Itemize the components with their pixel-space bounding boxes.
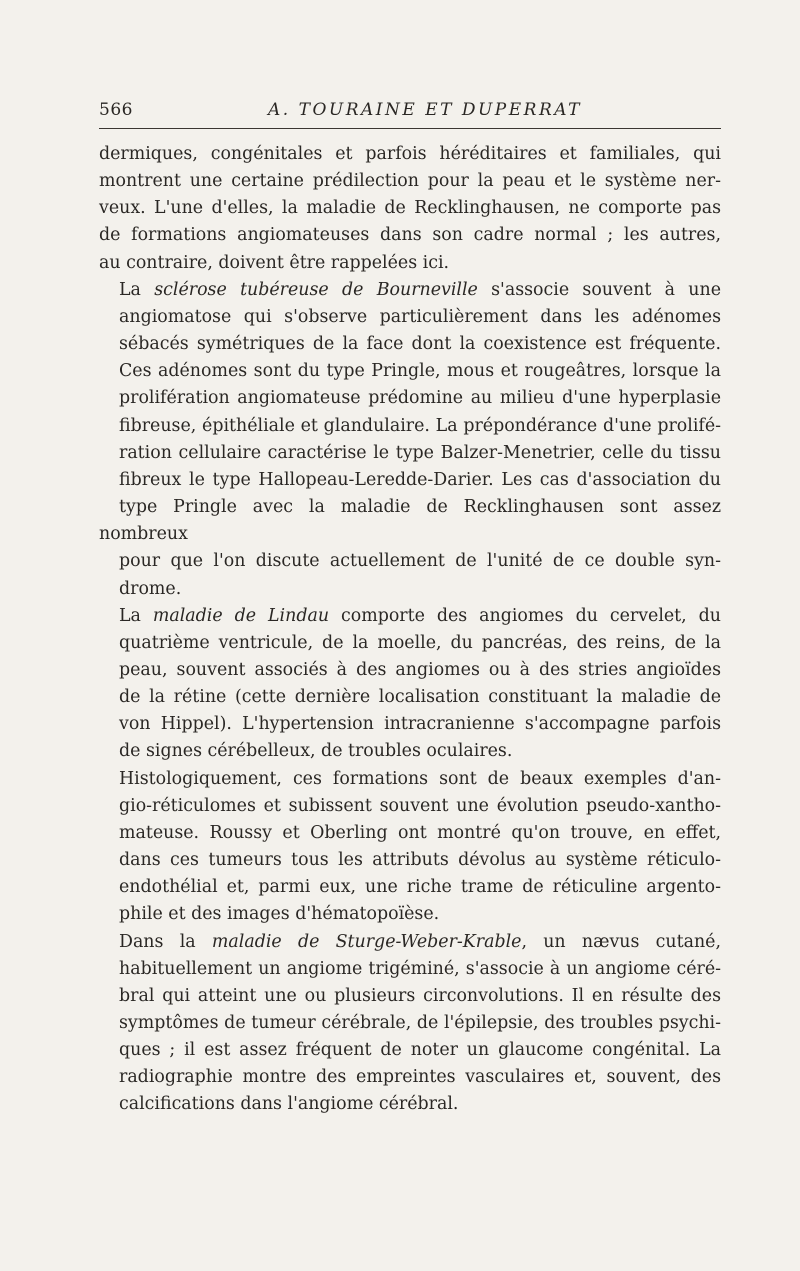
text-line: calcifications dans l'angiome cérébral. [119, 1094, 459, 1115]
text-line: peau, souvent associés à des angiomes ou à des stries angioïdes [119, 659, 721, 680]
paragraph-lindau [99, 603, 721, 766]
text-line: dermiques, congénitales et parfois héréditaires et familiales, qui [99, 144, 721, 164]
text-line: von Hippel). L'hypertension intracranienne s'accompagne parfois [119, 714, 721, 735]
page-header [99, 100, 721, 129]
page-number: 566 [99, 100, 133, 120]
text-line: de la rétine (cette dernière localisation constituant la maladie de [119, 687, 721, 708]
text-line: type Pringle avec la maladie de Recklinghausen sont assez nombreux [99, 497, 721, 545]
text-line: phile et des images d'hématopoïèse. [119, 904, 440, 925]
text-line: pour que l'on discute actuellement de l'unité de ce double syn- [119, 551, 721, 572]
paragraph-1 [99, 141, 721, 277]
text-line: au contraire, doivent être rappelées ici. [99, 252, 450, 273]
text-run: La [119, 279, 155, 300]
text-run: comporte des angiomes du cervelet, du [329, 605, 721, 626]
text-line: quatrième ventricule, de la moelle, du pancréas, des reins, de la [119, 632, 721, 653]
text-line: symptômes de tumeur cérébrale, de l'épilepsie, des troubles psychi- [119, 1013, 721, 1033]
text-line [99, 603, 721, 630]
text-line [99, 277, 721, 304]
text-line: sébacés symétriques de la face dont la coexistence est fréquente. [119, 334, 721, 355]
text-run: , un nævus cutané, [521, 931, 721, 952]
text-line: ration cellulaire caractérise le type Balzer-Menetrier, celle du tissu [119, 442, 721, 463]
text-run: s'associe souvent à une [477, 279, 722, 300]
term-sclerose-tubereuse: sclérose tubéreuse de Bourneville [154, 279, 478, 300]
text-line: de formations angiomateuses dans son cadre normal ; les autres, [99, 225, 721, 246]
text-line: de signes cérébelleux, de troubles oculaires. [119, 741, 513, 762]
text-line: prolifération angiomateuse prédomine au milieu d'une hyperplasie [119, 388, 721, 409]
text-run: La [119, 605, 153, 626]
body-text [99, 141, 721, 1119]
text-line: mateuse. Roussy et Oberling ont montré qu'on trouve, en effet, [119, 822, 721, 843]
term-maladie-de-sturge-weber-krable: maladie de Sturge-Weber-Krable [211, 931, 522, 952]
paragraph-bourneville [99, 277, 721, 603]
text-line: fibreuse, épithéliale et glandulaire. La prépondérance d'une prolifé- [119, 415, 721, 436]
paragraph-sturge-weber [99, 929, 721, 1119]
text-line: dans ces tumeurs tous les attributs dévolus au système réticulo- [119, 850, 721, 871]
text-line: Ces adénomes sont du type Pringle, mous et rougeâtres, lorsque la [119, 361, 721, 382]
text-line: ques ; il est assez fréquent de noter un glaucome congénital. La [119, 1040, 721, 1061]
text-line: veux. L'une d'elles, la maladie de Recklinghausen, ne comporte pas [99, 198, 721, 219]
text-line: drome. [119, 578, 182, 599]
text-line: endothélial et, parmi eux, une riche trame de réticuline argento- [119, 877, 721, 898]
term-maladie-de-lindau: maladie de Lindau [152, 605, 330, 626]
text-line: angiomatose qui s'observe particulièrement dans les adénomes [119, 306, 721, 327]
text-line: radiographie montre des empreintes vasculaires et, souvent, des [119, 1067, 721, 1088]
text-line: Histologiquement, ces formations sont de beaux exemples d'an- [119, 768, 721, 789]
text-line [99, 929, 721, 956]
text-line: habituellement un angiome trigéminé, s'associe à un angiome céré- [119, 958, 721, 979]
running-head: A. TOURAINE ET DUPERRAT [268, 100, 582, 120]
text-line: gio-réticulomes et subissent souvent une évolution pseudo-xantho- [119, 795, 721, 816]
text-line: bral qui atteint une ou plusieurs circonvolutions. Il en résulte des [119, 985, 721, 1006]
text-run: Dans la [119, 931, 212, 952]
text-line: fibreux le type Hallopeau-Leredde-Darier. Les cas d'association du [119, 469, 721, 490]
text-line: montrent une certaine prédilection pour la peau et le système ner- [99, 171, 721, 192]
paragraph-histologie [99, 766, 721, 929]
